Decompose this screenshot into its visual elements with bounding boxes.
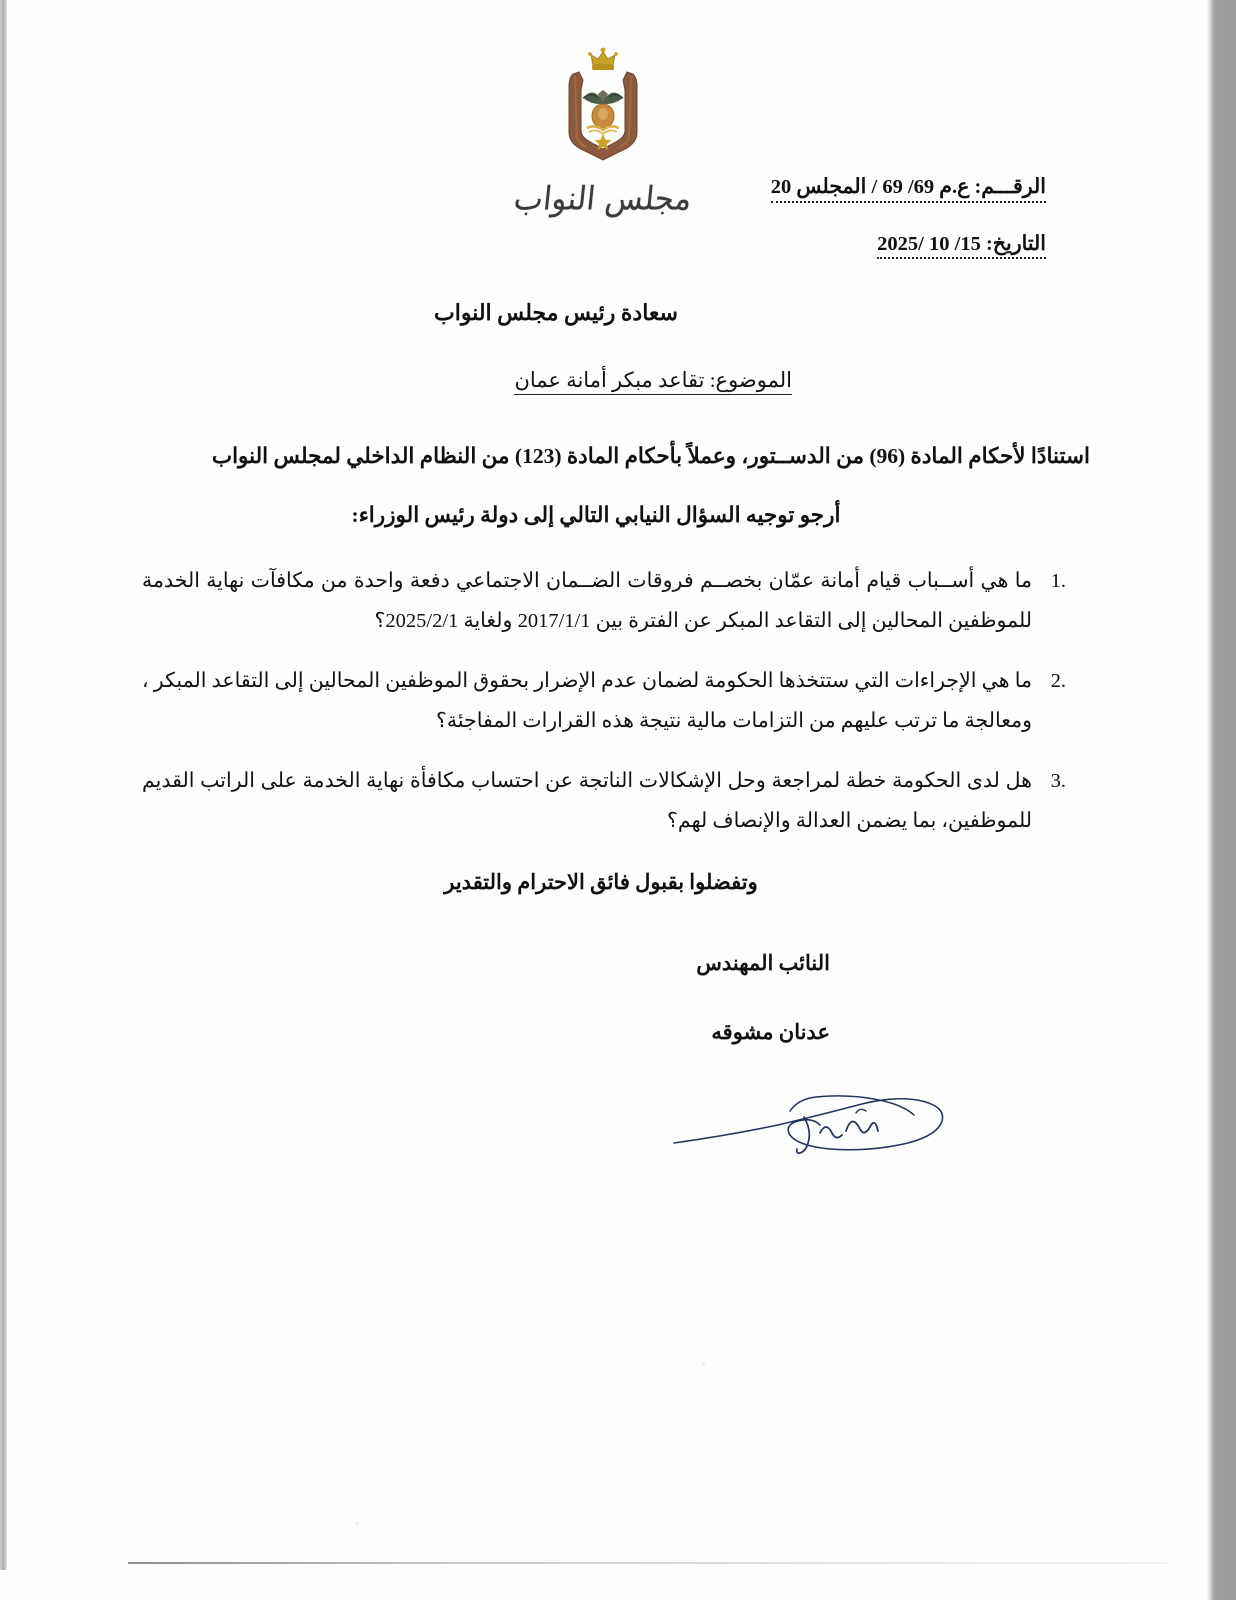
closing-line: وتفضلوا بقبول فائق الاحترام والتقدير <box>444 869 758 894</box>
question-text: ما هي الإجراءات التي ستتخذها الحكومة لضمان عدم الإضرار بحقوق الموظفين المحالين إلى التقاعد المبكر ، ومعالجة ما ترتب عليهم من التزامات مالية نتيجة هذه القرارات المفاجئة؟ <box>142 669 1032 732</box>
question-number: 2. <box>1050 669 1066 692</box>
signatory-title: النائب المهندس <box>696 950 830 975</box>
parliament-wordmark: مجلس النواب <box>512 180 694 218</box>
page-speck <box>355 1522 359 1525</box>
handwritten-signature-icon <box>142 1045 830 1162</box>
questions-list <box>142 562 1090 842</box>
reference-row <box>686 176 1046 203</box>
date-row <box>686 233 1046 260</box>
intro-paragraph: استنادًا لأحكام المادة (96) من الدســتور، وعملاً بأحكام المادة (123) من النظام الداخلي لمجلس النواب <box>211 444 1090 468</box>
subject-label: الموضوع: <box>709 368 792 392</box>
question-text: هل لدى الحكومة خطة لمراجعة وحل الإشكالات الناتجة عن احتساب مكافأة نهاية الخدمة على الراتب القديم للموظفين، بما يضمن العدالة والإنصاف لهم؟ <box>142 769 1032 832</box>
signatory-name: عدنان مشوقه <box>711 1019 830 1044</box>
question-number: 3. <box>1050 769 1066 792</box>
jordan-coat-of-arms-icon <box>539 46 667 177</box>
salutation: سعادة رئيس مجلس النواب <box>434 300 678 325</box>
reference-text <box>771 176 1046 203</box>
reference-block <box>686 176 1046 259</box>
letter-body <box>142 300 1090 1162</box>
scan-edge-left <box>0 0 7 1570</box>
subject-value: تقاعد مبكر أمانة عمان <box>514 368 705 392</box>
question-item <box>142 562 1066 642</box>
date-text <box>877 233 1046 260</box>
page-speck <box>702 1362 705 1365</box>
question-text: ما هي أســباب قيام أمانة عمّان بخصــم فروقات الضــمان الاجتماعي دفعة واحدة من مكافآت نهاية الخدمة للموظفين المحالين إلى التقاعد المبكر عن الفترة بين 2017/1/1 ولغاية 2025/2/1؟ <box>142 569 1032 632</box>
subject-underlined <box>514 368 792 395</box>
question-number: 1. <box>1050 569 1066 592</box>
request-line: أرجو توجيه السؤال النيابي التالي إلى دولة رئيس الوزراء: <box>351 502 841 527</box>
question-item <box>142 762 1066 842</box>
question-item <box>142 662 1066 742</box>
reference-value: ع.م 69/ 69 / المجلس 20 <box>770 176 970 198</box>
signature-block <box>142 951 830 1162</box>
scan-edge-right <box>1206 0 1236 1600</box>
subject-line <box>142 368 1090 395</box>
reference-label: الرقـــم: <box>974 176 1046 198</box>
date-value: 15/ 10 /2025 <box>877 232 981 255</box>
date-label: التاريخ: <box>985 232 1046 255</box>
scan-edge-bottom <box>128 1562 1168 1564</box>
